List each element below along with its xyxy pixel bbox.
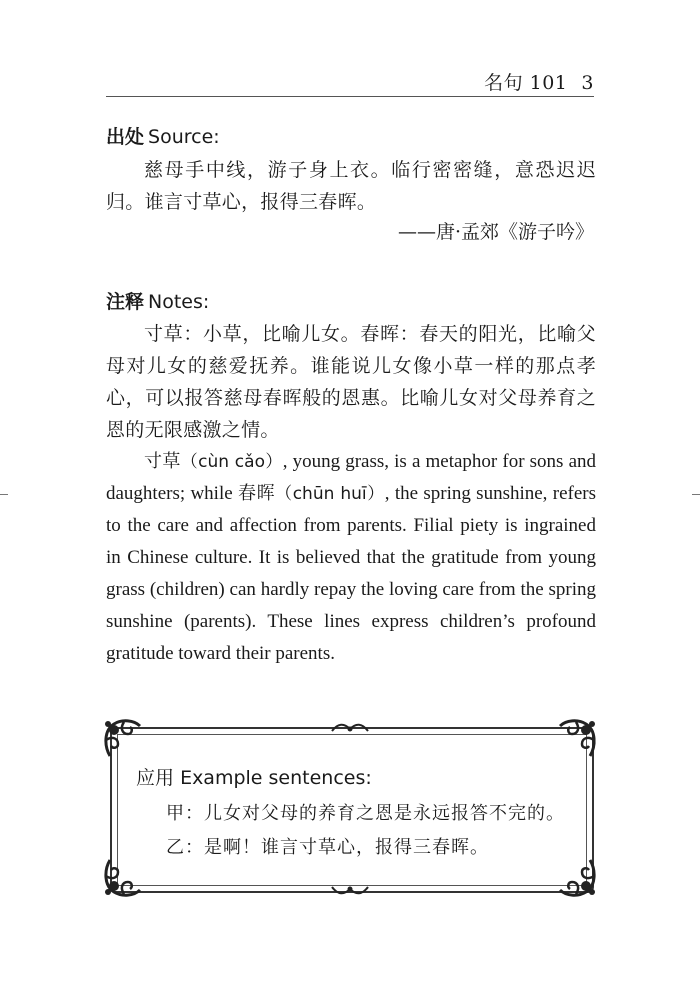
examples-heading-en: Example sentences: <box>180 767 372 789</box>
source-heading-en: Source: <box>148 126 220 148</box>
source-attribution: ——唐·孟郊《游子吟》 <box>397 221 594 243</box>
mid-ornament-icon <box>330 883 370 897</box>
term-chunhui: 春晖 <box>238 483 276 504</box>
pinyin-cuncao: （cùn cǎo） <box>180 452 283 472</box>
crop-mark-right <box>692 494 700 495</box>
source-poem: 慈母手中线，游子身上衣。临行密密缝，意恐迟迟归。谁言寸草心，报得三春晖。 <box>106 159 596 213</box>
example-line: 乙：是啊！谁言寸草心，报得三春晖。 <box>166 837 489 858</box>
english-text-part1: , young grass, is a metaphor for sons and daughters; while <box>106 451 596 504</box>
notes-chinese-paragraph: 寸草：小草，比喻儿女。春晖：春天的阳光，比喻父母对儿女的慈爱抚养。谁能说儿女像小草一样的那点孝心，可以报答慈母春晖般的恩惠。比喻儿女对父母养育之恩的无限感激之情。 <box>106 323 596 441</box>
example-line: 甲：儿女对父母的养育之恩是永远报答不完的。 <box>166 803 565 824</box>
examples-heading-zh: 应用 <box>136 767 175 789</box>
term-cuncao: 寸草 <box>144 451 181 472</box>
corner-ornament-icon <box>100 854 146 900</box>
pinyin-chunhui: （chūn huī） <box>275 484 385 504</box>
examples-heading <box>136 763 372 790</box>
mid-ornament-icon <box>330 721 370 735</box>
corner-ornament-icon <box>100 716 146 762</box>
source-heading-zh: 出处 <box>106 126 145 148</box>
notes-heading-zh: 注释 <box>106 291 145 313</box>
notes-english-paragraph <box>106 446 596 670</box>
notes-heading <box>106 287 209 314</box>
source-heading <box>106 122 220 149</box>
corner-ornament-icon <box>554 716 600 762</box>
book-title: 名句 101 <box>484 72 568 94</box>
english-text-part2: , the spring sunshine, refers to the care and affection from parents. Filial piety is ingrained in Chinese culture. It is believed that the gratitude from young grass (children) can hardly repay the loving care from the spring sunshine (parents). These lines express children’s profound gratitude toward their parents. <box>106 483 596 664</box>
running-header <box>106 66 594 97</box>
corner-ornament-icon <box>554 854 600 900</box>
notes-heading-en: Notes: <box>148 291 210 313</box>
page-number: 3 <box>581 72 594 94</box>
crop-mark-left <box>0 494 8 495</box>
running-header-text <box>484 68 594 95</box>
